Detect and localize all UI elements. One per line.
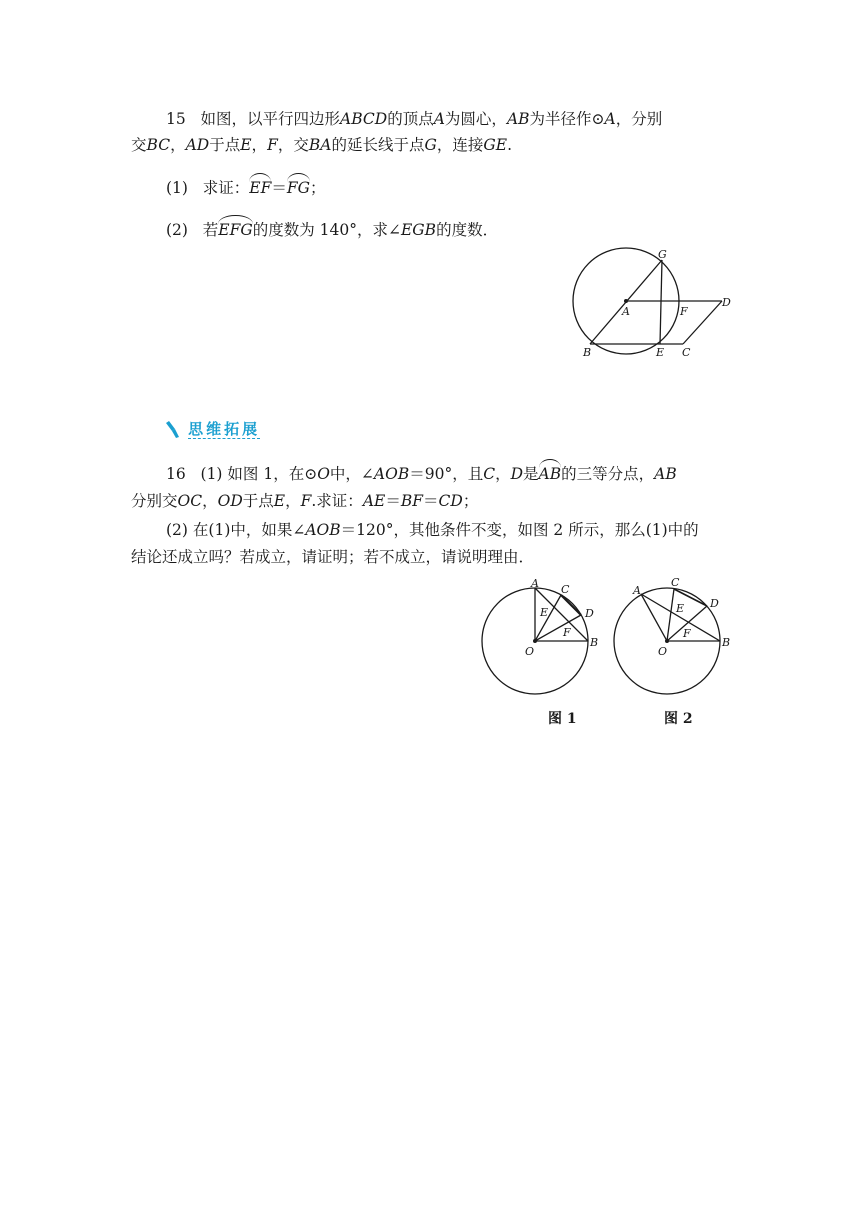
- var: F: [300, 492, 312, 510]
- text: 的度数为 140°，求∠: [252, 221, 401, 239]
- part-label: (1): [200, 465, 223, 483]
- line-ge: [660, 260, 662, 344]
- label-a: A: [633, 584, 641, 597]
- section-title: 思维拓展: [188, 420, 261, 438]
- text: 交: [131, 136, 147, 154]
- var: D: [510, 465, 524, 483]
- arc-fg: FG: [287, 176, 310, 200]
- part-label: (2): [166, 221, 188, 239]
- var: E: [273, 492, 286, 510]
- var: E: [240, 136, 252, 154]
- problem16-figure2: [608, 575, 743, 700]
- var: AB: [506, 110, 530, 128]
- var: CD: [438, 492, 463, 510]
- text: 为圆心，: [444, 110, 507, 128]
- text: ，分别: [615, 110, 663, 128]
- arc-ab: AB: [539, 462, 562, 486]
- label-a: A: [531, 577, 539, 590]
- label-e: E: [676, 602, 685, 615]
- text: ＝: [423, 492, 439, 510]
- text: ，: [202, 492, 218, 510]
- var: A: [433, 110, 445, 128]
- text: 求证：: [202, 179, 250, 197]
- problem16-line2: [131, 489, 478, 513]
- var: BF: [400, 492, 423, 510]
- var: OC: [177, 492, 203, 510]
- var: ABCD: [340, 110, 388, 128]
- label-b: B: [583, 346, 592, 359]
- label-c: C: [561, 583, 570, 596]
- text: ，: [495, 465, 511, 483]
- text: 的延长线于点: [331, 136, 425, 154]
- text: 于点: [209, 136, 241, 154]
- text: 是: [523, 465, 539, 483]
- var: AB: [654, 465, 677, 483]
- var: AOB: [305, 521, 341, 539]
- var: A: [604, 110, 616, 128]
- text: ＝: [385, 492, 401, 510]
- problem16-line1: [166, 462, 677, 486]
- text: .求证：: [311, 492, 363, 510]
- problem16-line3: [166, 518, 699, 542]
- problem-number: 16: [166, 465, 186, 483]
- var: F: [267, 136, 278, 154]
- text: 如图 1，在⊙: [227, 465, 318, 483]
- text: ，: [170, 136, 186, 154]
- label-b: B: [722, 636, 731, 649]
- label-c: C: [682, 346, 691, 359]
- label-c: C: [671, 576, 680, 589]
- arc-efg: EFG: [218, 218, 252, 242]
- text: ；: [310, 179, 326, 197]
- text: ；: [462, 492, 479, 510]
- text: ，连接: [436, 136, 484, 154]
- center-point: [533, 639, 537, 643]
- text: 结论还成立吗？若成立，请证明；若不成立，请说明理由．: [131, 548, 535, 566]
- text: ＝: [271, 179, 287, 197]
- text: ＝90°，且: [409, 465, 484, 483]
- text: 中，∠: [329, 465, 374, 483]
- label-f: F: [680, 305, 688, 318]
- text: 分别交: [131, 492, 178, 510]
- text: ，: [285, 492, 301, 510]
- problem15-figure: [565, 245, 745, 365]
- text: 若: [202, 221, 219, 239]
- var: C: [483, 465, 496, 483]
- label-f: F: [563, 626, 571, 639]
- text: 在(1)中，如果∠: [192, 521, 306, 539]
- figure1-caption: 图 1: [548, 711, 577, 727]
- center-point: [665, 639, 669, 643]
- pencil-icon: [163, 420, 183, 440]
- text: ，: [251, 136, 268, 154]
- var: BA: [308, 136, 332, 154]
- text: .: [507, 136, 512, 154]
- problem16-line4: [131, 545, 534, 569]
- text: ＝120°，其他条件不变，如图 2 所示，那么(1)中的: [340, 521, 699, 539]
- part-label: (1): [166, 179, 188, 197]
- section-header: [163, 418, 260, 440]
- label-d: D: [585, 607, 594, 620]
- label-d: D: [722, 296, 731, 309]
- label-o: O: [525, 645, 535, 658]
- problem16-figure1: [475, 575, 610, 700]
- line-dc: [683, 301, 722, 344]
- text: ，交: [277, 136, 309, 154]
- problem15-line1: [166, 107, 662, 131]
- text: 的顶点: [387, 110, 434, 128]
- label-e: E: [540, 606, 549, 619]
- label-g: G: [658, 248, 667, 261]
- problem15-part2: [166, 218, 498, 242]
- var: G: [424, 136, 437, 154]
- text: 如图，以平行四边形: [200, 110, 341, 128]
- problem15-part1: [166, 176, 326, 200]
- var: BC: [146, 136, 171, 154]
- var: GE: [483, 136, 508, 154]
- var: OD: [217, 492, 243, 510]
- var: EGB: [400, 221, 437, 239]
- label-a: A: [622, 305, 630, 318]
- var: AOB: [373, 465, 410, 483]
- problem-number: 15: [166, 110, 186, 128]
- figure2-caption: 图 2: [664, 711, 693, 727]
- center-point: [624, 299, 628, 303]
- label-d: D: [710, 597, 719, 610]
- line-oc: [667, 589, 674, 641]
- arc-ef: EF: [249, 176, 271, 200]
- part-label: (2): [166, 521, 188, 539]
- label-b: B: [590, 636, 599, 649]
- label-o: O: [658, 645, 668, 658]
- line-cd: [561, 595, 581, 615]
- problem15-line2: [131, 133, 512, 157]
- label-e: E: [656, 346, 665, 359]
- var: O: [317, 465, 330, 483]
- label-f: F: [683, 627, 691, 640]
- text: 为半径作⊙: [529, 110, 605, 128]
- text: 于点: [242, 492, 274, 510]
- text: 的度数．: [436, 221, 499, 239]
- text: 的三等分点，: [561, 465, 655, 483]
- var: AE: [362, 492, 386, 510]
- var: AD: [185, 136, 210, 154]
